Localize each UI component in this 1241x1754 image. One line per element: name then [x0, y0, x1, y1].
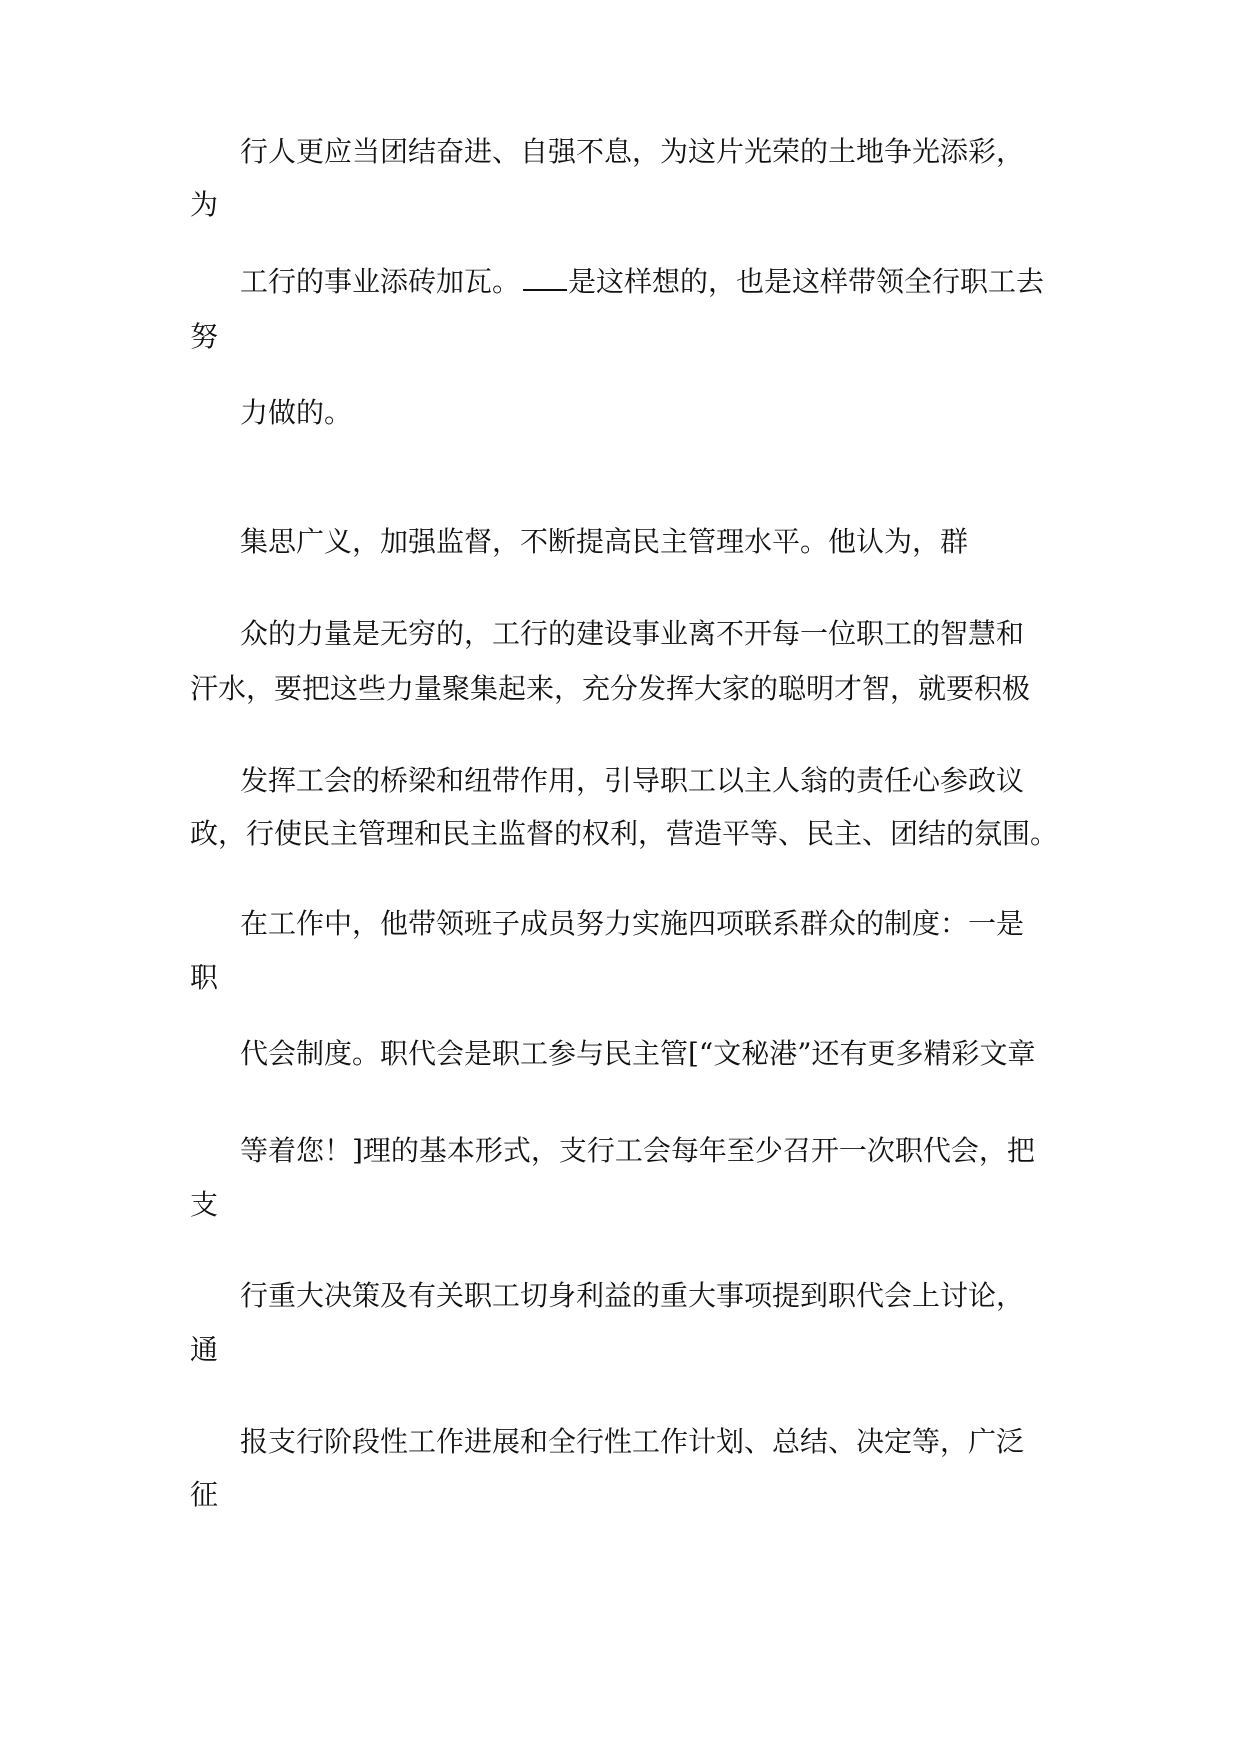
text-line: 努	[190, 320, 219, 353]
text-line: 报支行阶段性工作进展和全行性工作计划、总结、决定等，广泛	[240, 1425, 1025, 1458]
text-line: 集思广义，加强监督，不断提高民主管理水平。他认为，群	[240, 525, 969, 558]
text-line: 征	[190, 1478, 219, 1511]
text-line: 在工作中，他带领班子成员努力实施四项联系群众的制度：一是	[240, 907, 1025, 940]
text-line: 发挥工会的桥梁和纽带作用，引导职工以主人翁的责任心参政议	[240, 764, 1025, 797]
text-line: 支	[190, 1188, 219, 1221]
text-line: 力做的。	[240, 396, 353, 429]
name-blank	[523, 265, 567, 291]
text-line: 行重大决策及有关职工切身利益的重大事项提到职代会上讨论，	[240, 1279, 1025, 1312]
text-line: 行人更应当团结奋进、自强不息，为这片光荣的土地争光添彩，	[240, 135, 1025, 168]
text-line: 汗水，要把这些力量聚集起来，充分发挥大家的聪明才智，就要积极	[190, 672, 1031, 705]
text-line: 政，行使民主管理和民主监督的权利，营造平等、民主、团结的氛围。	[190, 817, 1059, 850]
text-segment: 工行的事业添砖加瓦。	[240, 265, 521, 298]
text-line: 为	[190, 188, 219, 221]
text-line: 通	[190, 1333, 219, 1366]
text-line: 众的力量是无穷的，工行的建设事业离不开每一位职工的智慧和	[240, 617, 1025, 650]
text-line	[240, 265, 1044, 299]
text-line: 职	[190, 961, 219, 994]
text-line: 代会制度。职代会是职工参与民主管[“文秘港”还有更多精彩文章	[240, 1037, 1036, 1070]
text-segment: 是这样想的，也是这样带领全行职工去	[568, 265, 1045, 298]
text-line: 等着您！]理的基本形式，支行工会每年至少召开一次职代会，把	[240, 1134, 1035, 1167]
